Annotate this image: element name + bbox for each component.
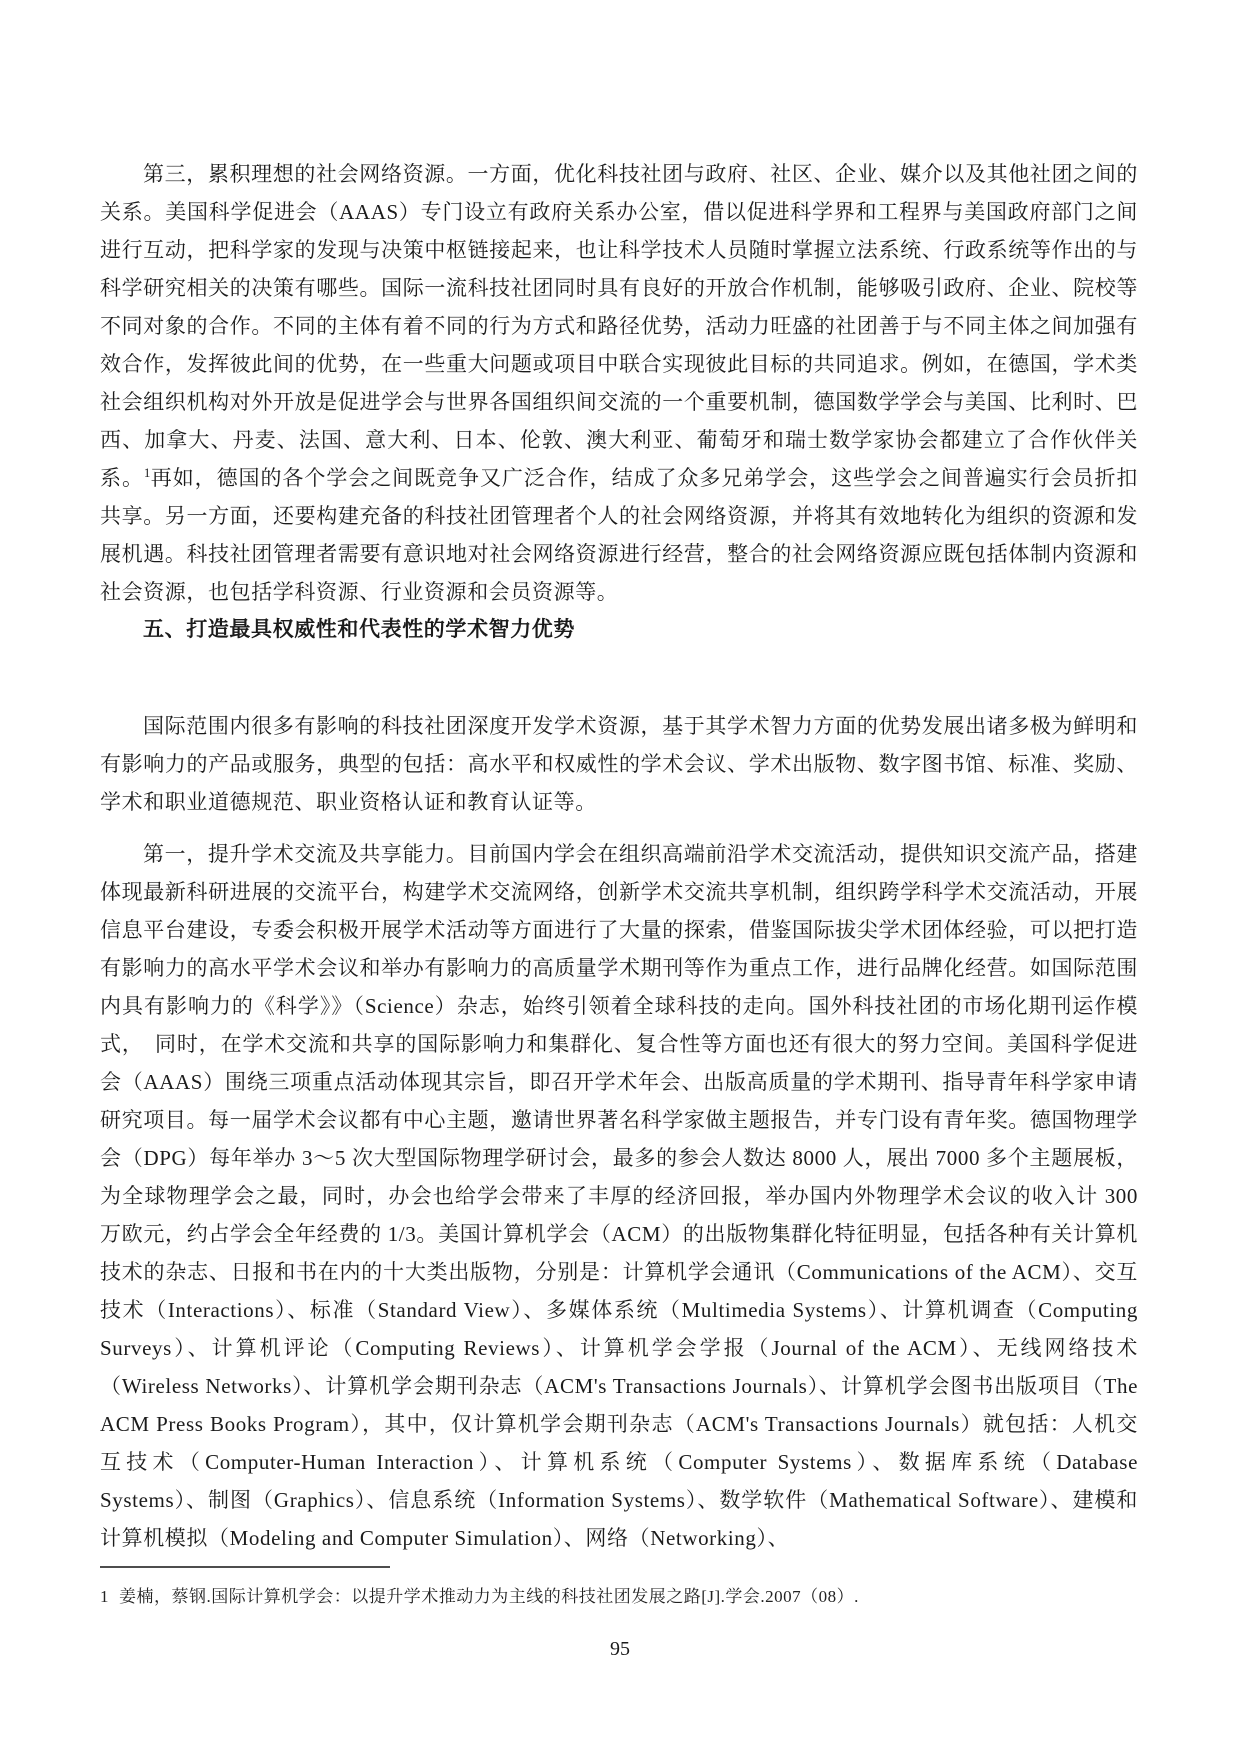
footnote-separator: [100, 1566, 390, 1568]
footnote-marker: 1: [100, 1587, 109, 1606]
footnote: [100, 1584, 1138, 1610]
body-paragraph-2: 国际范围内很多有影响的科技社团深度开发学术资源，基于其学术智力方面的优势发展出诸多极为鲜明和有影响力的产品或服务，典型的包括：高水平和权威性的学术会议、学术出版物、数字图书馆、标准、奖励、学术和职业道德规范、职业资格认证和教育认证等。: [100, 714, 1138, 814]
paragraph-text: 再如，德国的各个学会之间既竞争又广泛合作，结成了众多兄弟学会，这些学会之间普遍实行会员折扣共享。另一方面，还要构建充备的科技社团管理者个人的社会网络资源，并将其有效地转化为组织的资源和发展机遇。科技社团管理者需要有意识地对社会网络资源进行经营，整合的社会网络资源应既包括体制内资源和社会资源，也包括学科资源、行业资源和会员资源等。: [100, 466, 1139, 604]
page-body: [100, 155, 1138, 1557]
section-heading: 五、打造最具权威性和代表性的学术智力优势: [143, 618, 575, 641]
page-number: 95: [610, 1638, 630, 1660]
footnote-reference-mark: 1: [143, 465, 151, 480]
footnote-text: 姜楠，蔡钢.国际计算机学会：以提升学术推动力为主线的科技社团发展之路[J].学会.2007（08）.: [119, 1587, 859, 1606]
body-paragraph-1: [100, 155, 1138, 611]
body-paragraph-3: 第一，提升学术交流及共享能力。目前国内学会在组织高端前沿学术交流活动，提供知识交流产品，搭建体现最新科研进展的交流平台，构建学术交流网络，创新学术交流共享机制，组织跨学科学术交流活动，开展信息平台建设，专委会积极开展学术活动等方面进行了大量的探索，借鉴国际拔尖学术团体经验，可以把打造有影响力的高水平学术会议和举办有影响力的高质量学术期刊等作为重点工作，进行品牌化经营。如国际范围内具有影响力的《科学》》（Science）杂志，始终引领着全球科技的走向。国外科技社团的市场化期刊运作模式， 同时，在学术交流和共享的国际影响力和集群化、复合性等方面也还有很大的努力空间。美国科学促进会（AAAS）围绕三项重点活动体现其宗旨，即召开学术年会、出版高质量的学术期刊、指导青年科学家申请研究项目。每一届学术会议都有中心主题，邀请世界著名科学家做主题报告，并专门设有青年奖。德国物理学会（DPG）每年举办 3～5 次大型国际物理学研讨会，最多的参会人数达 8000 人，展出 7000 多个主题展板，为全球物理学会之最，同时，办会也给学会带来了丰厚的经济回报，举办国内外物理学术会议的收入计 300 万欧元，约占学会全年经费的 1/3。美国计算机学会（ACM）的出版物集群化特征明显，包括各种有关计算机技术的杂志、日报和书在内的十大类出版物，分别是：计算机学会通讯（Communications of the ACM）、交互技术（Interactions）、标准（Standard View）、多媒体系统（Multimedia Systems）、计算机调查（Computing Surveys）、计算机评论（Computing Reviews）、计算机学会学报（Journal of the ACM）、无线网络技术（Wireless Networks）、计算机学会期刊杂志（ACM's Transactions Journals）、计算机学会图书出版项目（The ACM Press Books Program），其中，仅计算机学会期刊杂志（ACM's Transactions Journals）就包括：人机交互技术（Computer-Human Interaction）、计算机系统（Computer Systems）、数据库系统（Database Systems）、制图（Graphics）、信息系统（Information Systems）、数学软件（Mathematical Software）、建模和计算机模拟（Modeling and Computer Simulation）、网络（Networking）、: [100, 842, 1138, 1550]
paragraph-text: 第三，累积理想的社会网络资源。一方面，优化科技社团与政府、社区、企业、媒介以及其他社团之间的关系。美国科学促进会（AAAS）专门设立有政府关系办公室，借以促进科学界和工程界与美国政府部门之间进行互动，把科学家的发现与决策中枢链接起来，也让科学技术人员随时掌握立法系统、行政系统等作出的与科学研究相关的决策有哪些。国际一流科技社团同时具有良好的开放合作机制，能够吸引政府、企业、院校等不同对象的合作。不同的主体有着不同的行为方式和路径优势，活动力旺盛的社团善于与不同主体之间加强有效合作，发挥彼此间的优势，在一些重大问题或项目中联合实现彼此目标的共同追求。例如，在德国，学术类社会组织机构对外开放是促进学会与世界各国组织间交流的一个重要机制，德国数学学会与美国、比利时、巴西、加拿大、丹麦、法国、意大利、日本、伦敦、澳大利亚、葡萄牙和瑞士数学家协会都建立了合作伙伴关系。: [100, 162, 1138, 490]
